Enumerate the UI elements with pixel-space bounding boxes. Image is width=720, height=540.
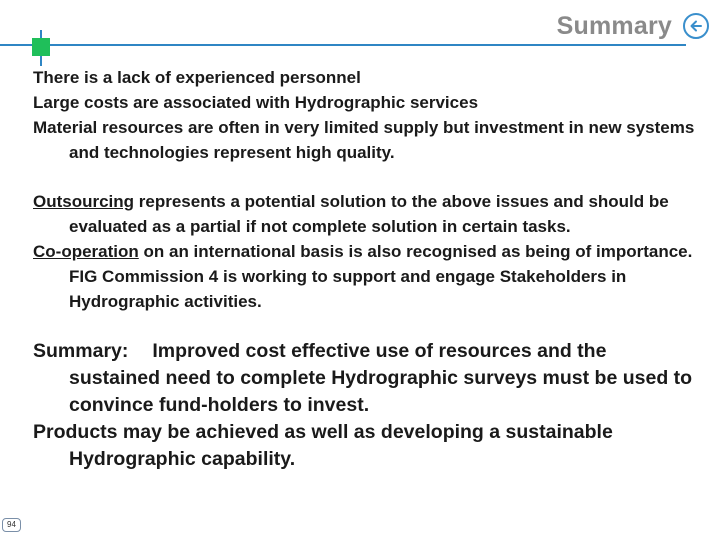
arrow-left-icon [688,18,704,34]
back-button[interactable] [683,13,709,39]
paragraph-outsourcing [33,189,701,239]
bullet-resources: Material resources are often in very limited supply but investment in new systems and technologies represent high quality. [33,118,695,162]
paragraph-cooperation [33,239,701,314]
cooperation-term: Co-operation [33,242,139,261]
header-rule [0,44,686,46]
outsourcing-text: represents a potential solution to the above issues and should be evaluated as a partial if not complete solution in certain tasks. [69,192,669,236]
summary-text: Improved cost effective use of resources and the sustained need to complete Hydrographic surveys must be used to convince fund-holders to invest. [69,340,693,416]
outsourcing-term: Outsourcing [33,192,135,211]
summary-paragraph [33,338,701,419]
summary-label: Summary: [33,340,129,362]
page-title: Summary [556,12,672,40]
slide-content [33,65,701,512]
cooperation-text: on an international basis is also recognised as being of importance. FIG Commission 4 is working to support and engage Stakeholders in Hydrographic activities. [69,242,693,311]
bullet-personnel: There is a lack of experienced personnel [33,68,361,87]
page-number: 94 [2,518,21,532]
products-paragraph: Products may be achieved as well as developing a sustainable Hydrographic capability. [33,421,613,470]
green-square-marker [32,38,50,56]
bullet-costs: Large costs are associated with Hydrographic services [33,93,479,112]
